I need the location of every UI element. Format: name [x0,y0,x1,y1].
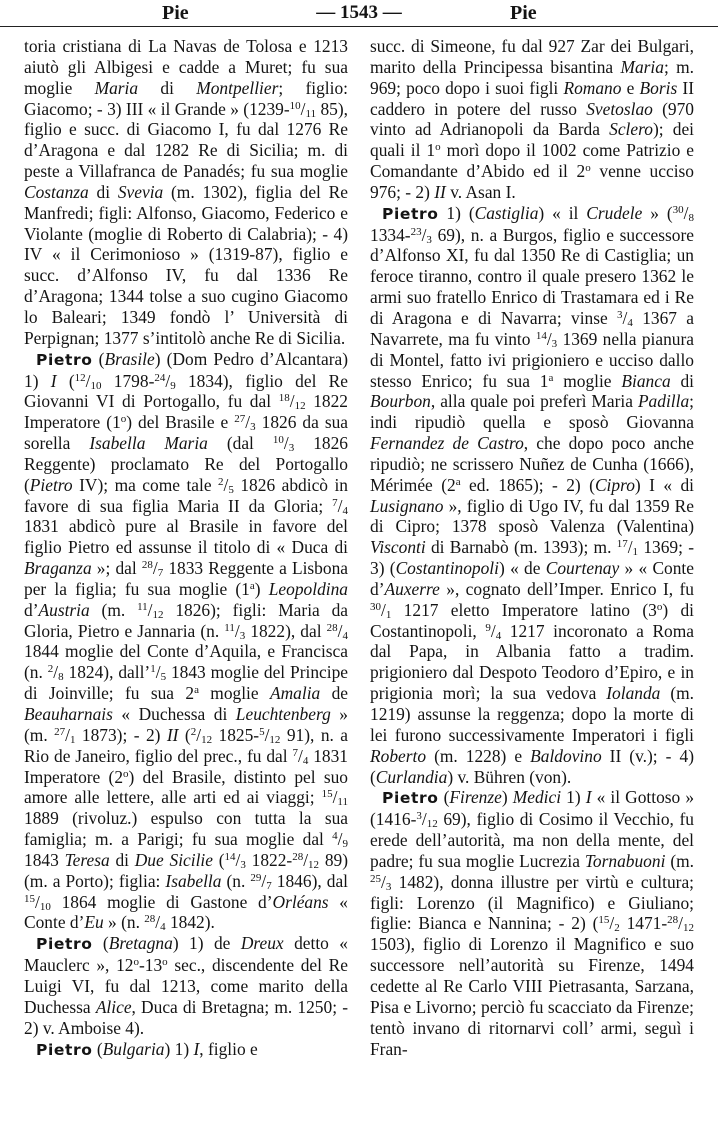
entry-pietro-firenze: Pietro (Firenze) Medici 1) I « il Gottoso » ($1416-^3/_{12}$ 69), figlio di Cosimo il Vecchio, fu erede dell’autorità, ma non della mente, del padre; fu sua moglie Lucrezia Tornabuoni (m. $^{25}/_3$ 1482), donna illustre per virtù e cultura; figli: Lorenzo (il Magnifico) e Giuliano; figlie: Bianca e Nannina; - 2) ($^{15}/_2$ $1471-^{28}/_{12}$ 1503), figlio di Lorenzo il Magnifico e suo successore nell’autorità su Firenze, 1494 cedette al Re Carlo VIII Pietrasanta, Sarzana, Pisa e Livorno; perciò fu scacciato da Firenze; tentò invano di ritornarvi coll’ armi, seguì i Fran- [370,787,695,1059]
left-column [24,36,348,1060]
headword: Pietro [382,789,439,808]
headword: Pietro [382,204,439,223]
headword: Pietro [36,1040,93,1059]
headword: Pietro [36,350,93,369]
entry-continuation-aragona: toria cristiana di La Navas de Tolosa e 1213 aiutò gli Albigesi e cadde a Muret; fu sua moglie Maria di Montpellier; figlio: Giacomo; - 3) III « il Grande » ($1239-^{10}/_{11}$ 85), figlio e succ. di Giacomo I, fu dal 1276 Re d’Aragona e dal 1282 Re di Sicilia; m. di peste a Villafranca de Panadés; fu sua moglie Costanza di Svevia (m. 1302), figlia del Re Manfredi; figli: Alfonso, Giacomo, Federico e Violante (moglie di Roberto di Calabria); - 4) IV « il Cerimonioso » (1319-87), figlio e succ. d’Alfonso IV, fu dal 1336 Re d’Aragona; 1344 tolse a suo cugino Giacomo lo Baleari; 1349 fondò l’ Università di Perpignan; 1377 s’intitolò anche Re di Sicilia. [24,36,348,348]
entry-pietro-bretagna: Pietro (Bretagna) 1) de Dreux detto « Mauclerc », 12$^o$-13$^o$ sec., discendente del Re Luigi VI, fu dal 1213, come marito della Duchessa Alice, Duca di Bretagna; m. 1250; - 2) v. Amboise 4). [24,933,348,1038]
running-header [0,0,718,27]
page-number: — 1543 — [316,2,402,23]
header-guide-word-left: Pie [162,2,189,24]
right-column [370,36,694,1059]
headword: Pietro [36,935,93,954]
entry-pietro-brasile: Pietro (Brasile) (Dom Pedro d’Alcantara) 1) I ($^{12}/_{10}$ $1798-^{24}/_9$ 1834), figlio del Re Giovanni VI di Portogallo, fu dal $^{18}/_{12}$ 1822 Imperatore (1$^o$) del Brasile e $^{27}/_3$ 1826 da sua sorella Isabella Maria (dal $^{10}/_3$ 1826 Reggente) proclamato Re del Portogallo (Pietro IV); ma come tale $^2/_5$ 1826 abdicò in favore di sua figlia Maria II da Gloria; $^7/_4$ 1831 abdicò pure al Brasile in favore del figlio Pietro ed assunse il titolo di « Duca di Braganza »; dal $^{28}/_7$ 1833 Reggente a Lisbona per la figlia; fu sua moglie (1$^a$) Leopoldina d’Austria (m. $^{11}/_{12}$ 1826); figli: Maria da Gloria, Pietro e Jannaria (n. $^{11}/_3$ 1822), dal $^{28}/_4$ 1844 moglie del Conte d’Aquila, e Francisca (n. $^2/_8$ 1824), $dall’^1/_5$ 1843 moglie del Principe di Joinville; fu sua 2$^a$ moglie Amalia de Beauharnais « Duchessa di Leuchtenberg » (m. $^{27}/_1$ 1873); - 2) II ($^2/_{12}$ $1825-^5/_{12}$ 91), n. a Rio de Janeiro, figlio del prec., fu dal $^7/_4$ 1831 Imperatore (2$^o$) del Brasile, distinto pel suo amore alle lettere, alle arti ed ai viaggi; $^{15}/_{11}$ 1889 (rivoluz.) espulso con tutta la sua famiglia; m. a Parigi; fu sua moglie dal $^4/_9$ 1843 Teresa di Due Sicilie ($^{14}/_3$ $1822-^{28}/_{12}$ 89) (m. a Porto); figlia: Isabella (n. $^{29}/_7$ 1846), dal $^{15}/_{10}$ 1864 moglie di Gastone d’Orléans « Conte d’Eu » (n. $^{28}/_4$ 1842). [24,348,349,934]
header-guide-word-right: Pie [510,2,537,24]
entry-continuation-bulgaria: succ. di Simeone, fu dal 927 Zar dei Bulgari, marito della Principessa bisantina Maria; m. 969; poco dopo i suoi figli Romano e Boris II caddero in potere del russo Svetoslao (970 vinto ad Adrianopoli da Barda Sclero); dei quali il 1$^o$ morì dopo il 1002 come Patrizio e Comandante d’Abido ed il 2$^o$ venne ucciso 976; - 2) II v. Asan I. [370,36,694,202]
entry-pietro-castiglia: Pietro 1) (Castiglia) « il Crudele » ($^{30}/_8$ $1334-^{23}/_3$ 69), n. a Burgos, figlio e successore d’Alfonso XI, fu dal 1350 Re di Castiglia; un feroce tiranno, contro il quale presero 1362 le armi suo fratello Enrico di Trastamara ed i Re di Aragona e di Navarra; vinse $^3/_4$ 1367 a Navarrete, ma fu vinto $^{14}/_3$ 1369 nella pianura di Montel, fatto ivi prigioniero e ucciso dallo stesso Enrico; fu sua 1$^a$ moglie Bianca di Bourbon, alla quale poi preferì Maria Padilla; indi ripudiò quella e sposò Giovanna Fernandez de Castro, che dopo poco anche ripudiò; ne scrissero Nuñez de Cunha (1666), Mérimée (2$^a$ ed. 1865); - 2) (Cipro) I « di Lusignano », figlio di Ugo IV, fu dal 1359 Re di Cipro; 1378 sposò Valenza (Valentina) Visconti di Barnabò (m. 1393); m. $^{17}/_1$ 1369; - 3) (Costantinopoli) « de Courtenay » « Conte d’Auxerre », cognato dell’Imper. Enrico I, fu $^{30}/_1$ 1217 eletto Imperatore latino (3$^o$) di Costantinopoli, $^9/_4$ 1217 incoronato a Roma dal Papa, in Albania fatto a tradim. prigioniero dal Despoto Teodoro d’Epiro, e in prigionia morì; la sua vedova Iolanda (m. 1219) assunse la reggenza; dopo la morte di lei furono successivamente Imperatori i figli Roberto (m. 1228) e Baldovino II (v.); - 4) (Curlandia) v. Bühren (von). [370,202,695,787]
entry-pietro-bulgaria-start: Pietro (Bulgaria) 1) I, figlio e [36,1038,258,1059]
